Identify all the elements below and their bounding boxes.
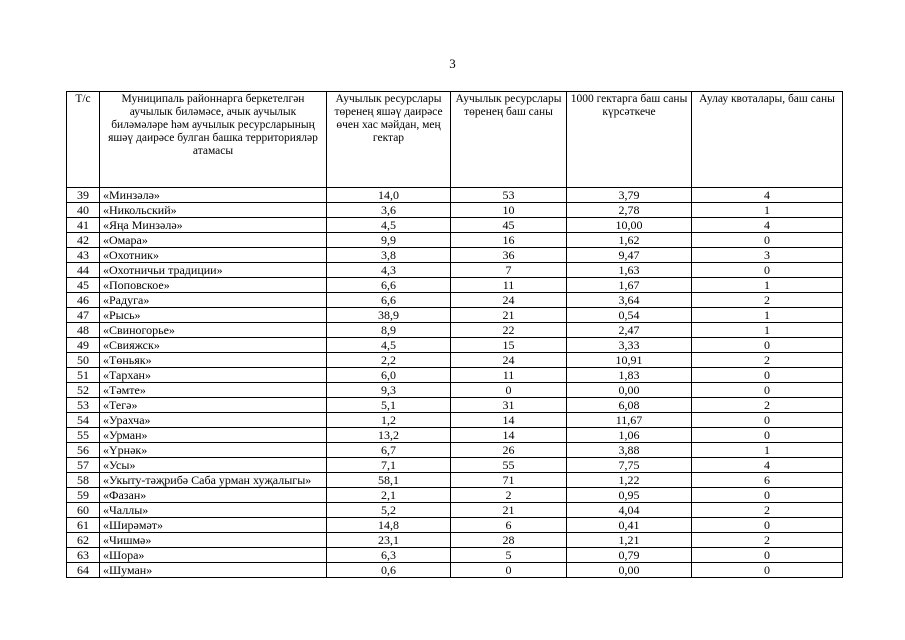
table-row (67, 533, 843, 548)
cell-name: «Никольский» (100, 203, 327, 218)
cell-area: 0,6 (327, 563, 451, 578)
cell-count: 0 (451, 383, 567, 398)
table-row (67, 488, 843, 503)
cell-num: 48 (67, 323, 100, 338)
cell-quota: 0 (692, 548, 843, 563)
cell-quota: 3 (692, 248, 843, 263)
cell-density: 0,41 (567, 518, 692, 533)
cell-density: 2,78 (567, 203, 692, 218)
cell-count: 55 (451, 458, 567, 473)
cell-name: «Охотник» (100, 248, 327, 263)
cell-name: «Урахча» (100, 413, 327, 428)
cell-quota: 4 (692, 218, 843, 233)
table-header-row (67, 92, 843, 188)
cell-name: «Тәмте» (100, 383, 327, 398)
cell-name: «Чишмә» (100, 533, 327, 548)
cell-density: 7,75 (567, 458, 692, 473)
cell-area: 5,2 (327, 503, 451, 518)
cell-num: 63 (67, 548, 100, 563)
cell-num: 49 (67, 338, 100, 353)
cell-num: 52 (67, 383, 100, 398)
cell-num: 54 (67, 413, 100, 428)
table-row (67, 308, 843, 323)
table-row (67, 518, 843, 533)
cell-count: 45 (451, 218, 567, 233)
cell-count: 10 (451, 203, 567, 218)
cell-count: 24 (451, 353, 567, 368)
header-num: Т/с (67, 92, 100, 188)
cell-area: 5,1 (327, 398, 451, 413)
cell-density: 0,79 (567, 548, 692, 563)
cell-quota: 2 (692, 503, 843, 518)
cell-name: «Радуга» (100, 293, 327, 308)
cell-area: 1,2 (327, 413, 451, 428)
cell-quota: 2 (692, 293, 843, 308)
cell-count: 28 (451, 533, 567, 548)
cell-quota: 2 (692, 398, 843, 413)
cell-area: 2,1 (327, 488, 451, 503)
cell-area: 14,0 (327, 188, 451, 203)
cell-num: 39 (67, 188, 100, 203)
cell-quota: 0 (692, 338, 843, 353)
cell-quota: 1 (692, 203, 843, 218)
cell-count: 36 (451, 248, 567, 263)
cell-density: 3,64 (567, 293, 692, 308)
cell-quota: 0 (692, 518, 843, 533)
cell-quota: 0 (692, 563, 843, 578)
cell-density: 1,06 (567, 428, 692, 443)
cell-quota: 6 (692, 473, 843, 488)
cell-density: 1,62 (567, 233, 692, 248)
cell-density: 0,00 (567, 563, 692, 578)
cell-name: «Урман» (100, 428, 327, 443)
table-row (67, 428, 843, 443)
table-row (67, 278, 843, 293)
table-row (67, 413, 843, 428)
cell-density: 3,88 (567, 443, 692, 458)
cell-count: 22 (451, 323, 567, 338)
table-row (67, 188, 843, 203)
cell-area: 58,1 (327, 473, 451, 488)
cell-count: 0 (451, 563, 567, 578)
cell-num: 51 (67, 368, 100, 383)
table-row (67, 293, 843, 308)
cell-num: 43 (67, 248, 100, 263)
cell-quota: 0 (692, 413, 843, 428)
header-area: Аучылык ресурслары төренең яшәү даирәсе өчен хас мәйдан, мең гектар (327, 92, 451, 188)
table-row (67, 248, 843, 263)
cell-name: «Шуман» (100, 563, 327, 578)
table-row (67, 203, 843, 218)
table-row (67, 383, 843, 398)
cell-count: 14 (451, 428, 567, 443)
table-body (67, 188, 843, 578)
cell-area: 14,8 (327, 518, 451, 533)
cell-area: 3,6 (327, 203, 451, 218)
table-row (67, 563, 843, 578)
table-row (67, 548, 843, 563)
cell-count: 24 (451, 293, 567, 308)
table-row (67, 353, 843, 368)
cell-quota: 0 (692, 368, 843, 383)
cell-density: 10,91 (567, 353, 692, 368)
cell-name: «Усы» (100, 458, 327, 473)
header-density: 1000 гектарга баш саны күрсәткече (567, 92, 692, 188)
cell-num: 55 (67, 428, 100, 443)
cell-num: 53 (67, 398, 100, 413)
cell-quota: 0 (692, 233, 843, 248)
cell-name: «Минзәлә» (100, 188, 327, 203)
cell-density: 0,95 (567, 488, 692, 503)
cell-count: 15 (451, 338, 567, 353)
cell-density: 9,47 (567, 248, 692, 263)
cell-num: 60 (67, 503, 100, 518)
cell-area: 38,9 (327, 308, 451, 323)
cell-name: «Рысь» (100, 308, 327, 323)
cell-num: 41 (67, 218, 100, 233)
table-row (67, 398, 843, 413)
cell-area: 7,1 (327, 458, 451, 473)
table-row (67, 458, 843, 473)
cell-density: 1,22 (567, 473, 692, 488)
table-row (67, 263, 843, 278)
cell-num: 64 (67, 563, 100, 578)
cell-num: 44 (67, 263, 100, 278)
cell-density: 2,47 (567, 323, 692, 338)
cell-area: 4,5 (327, 218, 451, 233)
cell-area: 6,0 (327, 368, 451, 383)
cell-area: 3,8 (327, 248, 451, 263)
header-quota: Аулау квоталары, баш саны (692, 92, 843, 188)
cell-num: 58 (67, 473, 100, 488)
cell-count: 11 (451, 278, 567, 293)
cell-quota: 4 (692, 458, 843, 473)
table-row (67, 443, 843, 458)
cell-area: 6,6 (327, 278, 451, 293)
cell-name: «Поповское» (100, 278, 327, 293)
cell-quota: 4 (692, 188, 843, 203)
cell-quota: 1 (692, 278, 843, 293)
page-number: 3 (449, 56, 456, 71)
cell-area: 4,5 (327, 338, 451, 353)
cell-num: 47 (67, 308, 100, 323)
cell-name: «Свияжск» (100, 338, 327, 353)
header-count: Аучылык ресурслары төренең баш саны (451, 92, 567, 188)
cell-count: 2 (451, 488, 567, 503)
cell-quota: 0 (692, 383, 843, 398)
cell-num: 45 (67, 278, 100, 293)
cell-area: 9,3 (327, 383, 451, 398)
cell-num: 61 (67, 518, 100, 533)
cell-num: 59 (67, 488, 100, 503)
cell-quota: 2 (692, 353, 843, 368)
cell-name: «Омара» (100, 233, 327, 248)
cell-count: 11 (451, 368, 567, 383)
cell-name: «Тегә» (100, 398, 327, 413)
cell-area: 9,9 (327, 233, 451, 248)
cell-num: 50 (67, 353, 100, 368)
cell-name: «Шора» (100, 548, 327, 563)
cell-density: 11,67 (567, 413, 692, 428)
cell-density: 0,00 (567, 383, 692, 398)
cell-count: 7 (451, 263, 567, 278)
table-row (67, 218, 843, 233)
cell-density: 3,79 (567, 188, 692, 203)
cell-area: 2,2 (327, 353, 451, 368)
cell-count: 14 (451, 413, 567, 428)
cell-count: 16 (451, 233, 567, 248)
table-row (67, 323, 843, 338)
cell-density: 0,54 (567, 308, 692, 323)
table-row (67, 338, 843, 353)
cell-quota: 0 (692, 263, 843, 278)
cell-quota: 0 (692, 488, 843, 503)
cell-name: «Төньяк» (100, 353, 327, 368)
cell-count: 5 (451, 548, 567, 563)
cell-name: «Тархан» (100, 368, 327, 383)
cell-name: «Свиногорье» (100, 323, 327, 338)
cell-density: 1,83 (567, 368, 692, 383)
table-row (67, 233, 843, 248)
table-row (67, 368, 843, 383)
cell-count: 53 (451, 188, 567, 203)
cell-name: «Яңа Минзәлә» (100, 218, 327, 233)
hunting-quota-table (66, 91, 843, 578)
cell-num: 42 (67, 233, 100, 248)
cell-quota: 0 (692, 428, 843, 443)
cell-density: 3,33 (567, 338, 692, 353)
cell-num: 46 (67, 293, 100, 308)
cell-num: 40 (67, 203, 100, 218)
cell-density: 4,04 (567, 503, 692, 518)
cell-name: «Үрнәк» (100, 443, 327, 458)
table-row (67, 473, 843, 488)
cell-num: 56 (67, 443, 100, 458)
cell-count: 26 (451, 443, 567, 458)
cell-count: 71 (451, 473, 567, 488)
cell-density: 1,63 (567, 263, 692, 278)
cell-area: 8,9 (327, 323, 451, 338)
cell-area: 4,3 (327, 263, 451, 278)
cell-name: «Укыту-тәҗрибә Саба урман хуҗалыгы» (100, 473, 327, 488)
cell-count: 6 (451, 518, 567, 533)
cell-count: 21 (451, 503, 567, 518)
cell-name: «Фазан» (100, 488, 327, 503)
cell-name: «Охотничьи традиции» (100, 263, 327, 278)
header-name: Муниципаль районнарга беркетелгән аучылык биләмәсе, ачык аучылык биләмәләре һәм аучылык ресурсларының яшәү даирәсе булган башка территорияләр атамасы (100, 92, 327, 188)
cell-area: 6,6 (327, 293, 451, 308)
cell-area: 23,1 (327, 533, 451, 548)
cell-density: 1,21 (567, 533, 692, 548)
cell-quota: 1 (692, 443, 843, 458)
cell-density: 1,67 (567, 278, 692, 293)
cell-quota: 1 (692, 308, 843, 323)
cell-num: 62 (67, 533, 100, 548)
cell-num: 57 (67, 458, 100, 473)
cell-count: 21 (451, 308, 567, 323)
cell-area: 6,3 (327, 548, 451, 563)
cell-density: 10,00 (567, 218, 692, 233)
cell-area: 6,7 (327, 443, 451, 458)
cell-quota: 2 (692, 533, 843, 548)
cell-count: 31 (451, 398, 567, 413)
cell-density: 6,08 (567, 398, 692, 413)
cell-area: 13,2 (327, 428, 451, 443)
cell-quota: 1 (692, 323, 843, 338)
cell-name: «Чаллы» (100, 503, 327, 518)
cell-name: «Ширәмәт» (100, 518, 327, 533)
table-row (67, 503, 843, 518)
